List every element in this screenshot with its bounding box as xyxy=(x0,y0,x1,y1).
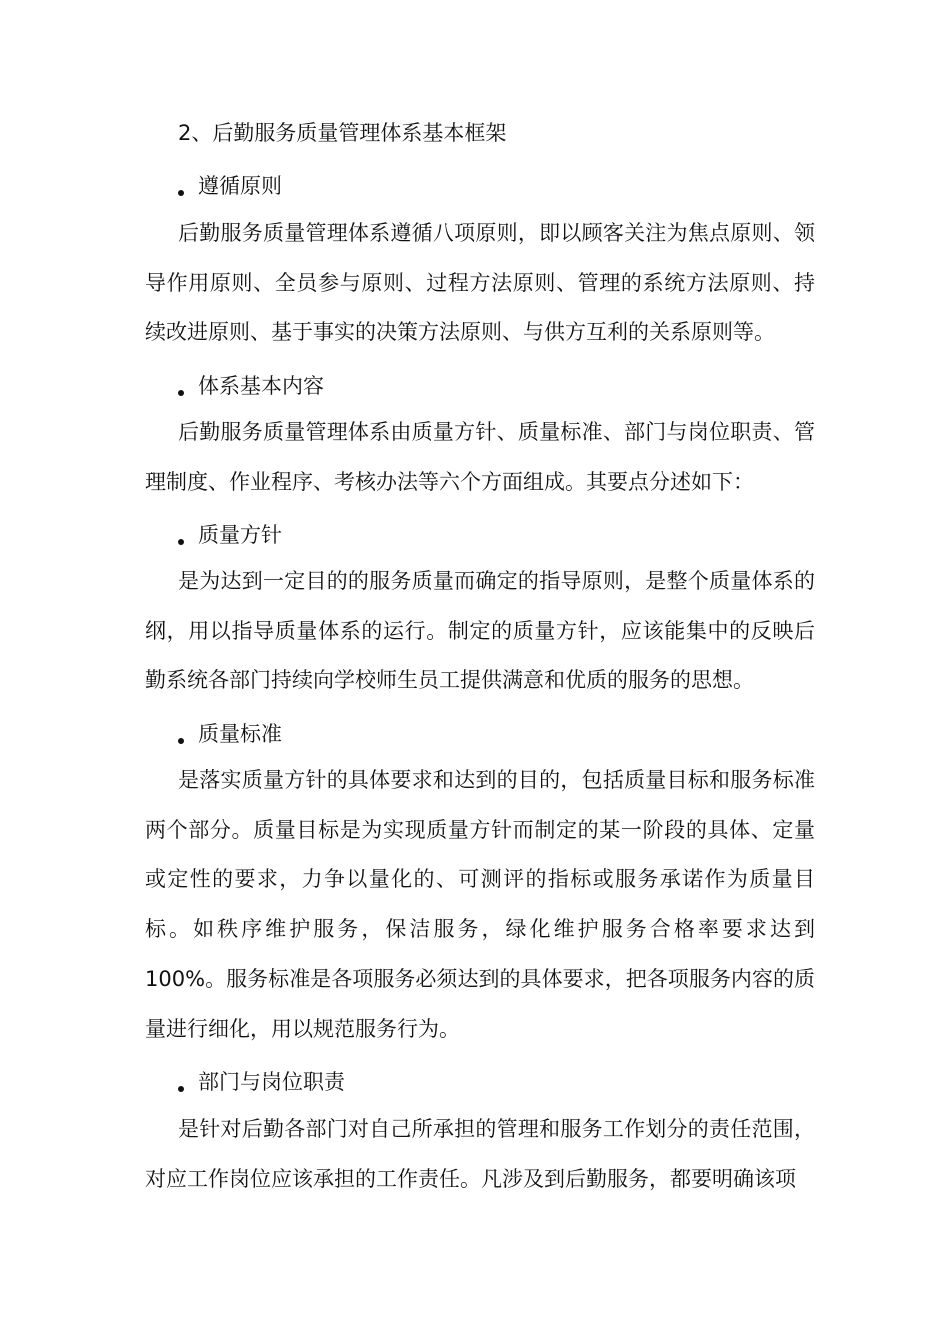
bullet-dot-icon xyxy=(178,190,184,196)
bullet-dot-icon xyxy=(178,1086,184,1092)
bullet-heading-basic-content xyxy=(178,371,324,401)
bullet-label: 部门与岗位职责 xyxy=(198,1070,345,1094)
bullet-heading-quality-policy xyxy=(178,520,282,550)
bullet-heading-department-duties xyxy=(178,1067,345,1097)
paragraph-quality-policy: 是为达到一定目的的服务质量而确定的指导原则，是整个质量体系的纲，用以指导质量体系的运行。制定的质量方针，应该能集中的反映后勤系统各部门持续向学校师生员工提供满意和优质的服务的思想。 xyxy=(145,569,815,693)
paragraph-basic-content: 后勤服务质量管理体系由质量方针、质量标准、部门与岗位职责、管理制度、作业程序、考核办法等六个方面组成。其要点分述如下： xyxy=(145,420,815,494)
bullet-dot-icon xyxy=(178,390,184,396)
paragraph-quality-standard: 是落实质量方针的具体要求和达到的目的，包括质量目标和服务标准两个部分。质量目标是为实现质量方针而制定的某一阶段的具体、定量或定性的要求，力争以量化的、可测评的指标或服务承诺作为质量目标。如秩序维护服务，保洁服务，绿化维护服务合格率要求达到 100%。服务标准是各项服务必须达到的具体要求，把各项服务内容的质量进行细化，用以规范服务行为。 xyxy=(145,768,815,1041)
bullet-dot-icon xyxy=(178,539,184,545)
paragraph-department-duties: 是针对后勤各部门对自己所承担的管理和服务工作划分的责任范围，对应工作岗位应该承担的工作责任。凡涉及到后勤服务，都要明确该项 xyxy=(145,1117,815,1191)
paragraph-principles: 后勤服务质量管理体系遵循八项原则，即以顾客关注为焦点原则、领导作用原则、全员参与原则、过程方法原则、管理的系统方法原则、持续改进原则、基于事实的决策方法原则、与供方互利的关系原则等。 xyxy=(145,221,815,345)
bullet-heading-principles xyxy=(178,171,282,201)
bullet-label: 遵循原则 xyxy=(198,174,282,198)
bullet-label: 质量方针 xyxy=(198,523,282,547)
bullet-label: 质量标准 xyxy=(198,722,282,746)
section-heading: 2、后勤服务质量管理体系基本框架 xyxy=(178,121,507,145)
bullet-label: 体系基本内容 xyxy=(198,374,324,398)
bullet-dot-icon xyxy=(178,738,184,744)
bullet-heading-quality-standard xyxy=(178,719,282,749)
